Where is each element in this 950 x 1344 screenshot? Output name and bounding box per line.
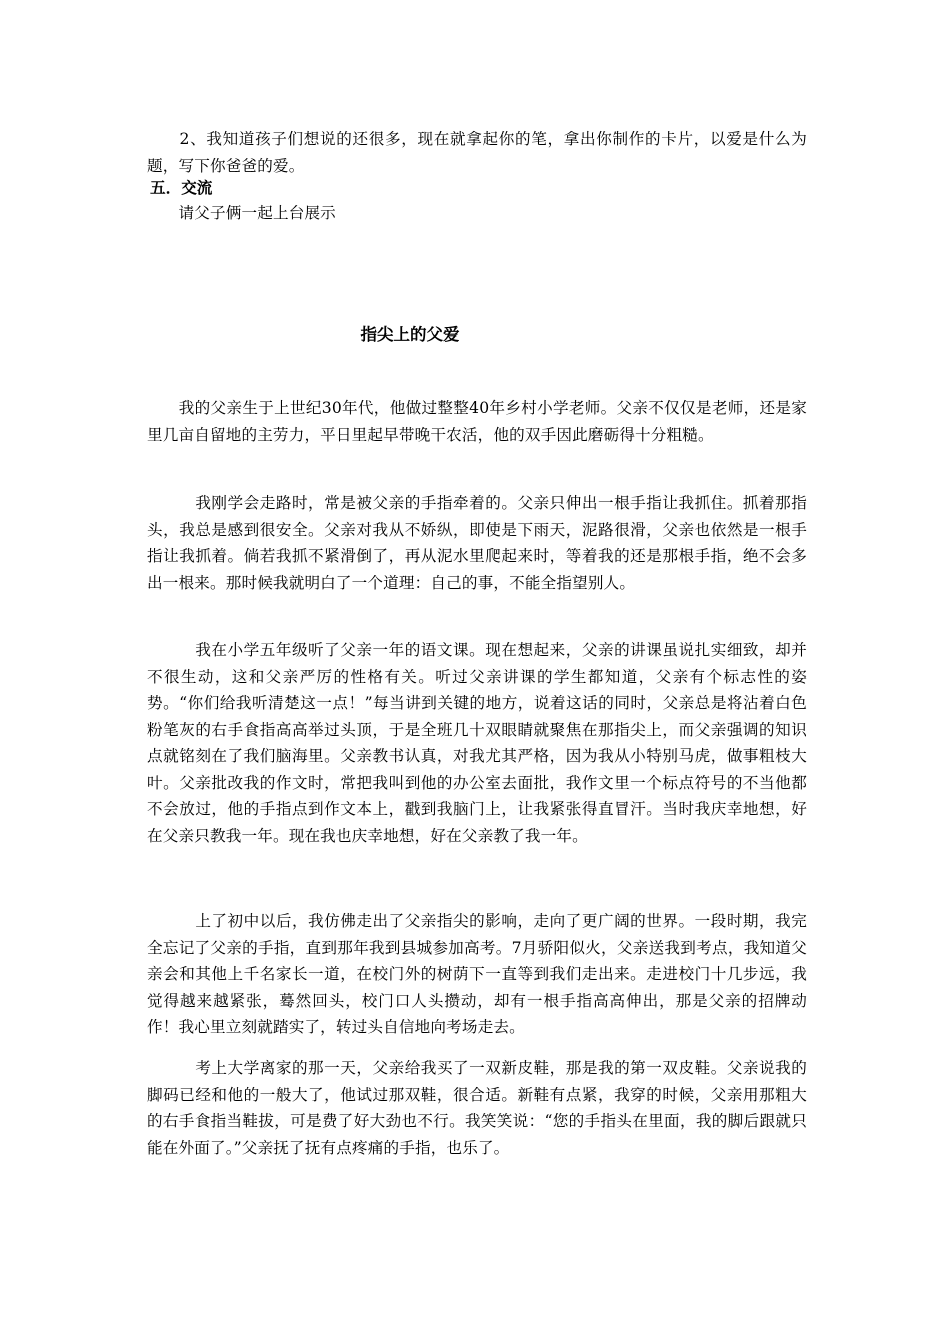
section-heading-exchange: 五．交流: [150, 179, 213, 197]
article-title: 指尖上的父爱: [360, 325, 460, 344]
article-paragraph: 上了初中以后，我仿佛走出了父亲指尖的影响，走向了更广阔的世界。一段时期，我完全忘记了父亲的手指，直到那年我到县城参加高考。7月骄阳似火，父亲送我到考点，我知道父亲会和其他上千名家长一道，在校门外的树荫下一直等到我们走出来。走进校门十几步远，我觉得越来越紧张，蓦然回头，校门口人头攒动，却有一根手指高高伸出，那是父亲的招牌动作！我心里立刻就踏实了，转过头自信地向考场走去。: [147, 912, 807, 1036]
article-paragraph: 我的父亲生于上世纪30年代，他做过整整40年乡村小学老师。父亲不仅仅是老师，还是家里几亩自留地的主劳力，平日里起早带晚干农活，他的双手因此磨砺得十分粗糙。: [147, 399, 807, 444]
article-paragraph: 我刚学会走路时，常是被父亲的手指牵着的。父亲只伸出一根手指让我抓住。抓着那指头，我总是感到很安全。父亲对我从不娇纵，即使是下雨天，泥路很滑，父亲也依然是一根手指让我抓着。倘若我抓不紧滑倒了，再从泥水里爬起来时，等着我的还是那根手指，绝不会多出一根来。那时候我就明白了一个道理：自己的事，不能全指望别人。: [147, 494, 807, 592]
intro-paragraph-1: 2、我知道孩子们想说的还很多，现在就拿起你的笔，拿出你制作的卡片，以爱是什么为题，写下你爸爸的爱。: [147, 130, 807, 175]
article-paragraph: 考上大学离家的那一天，父亲给我买了一双新皮鞋，那是我的第一双皮鞋。父亲说我的脚码已经和他的一般大了，他试过那双鞋，很合适。新鞋有点紧，我穿的时候，父亲用那粗大的右手食指当鞋拔，可是费了好大劲也不行。我笑笑说：“您的手指头在里面，我的脚后跟就只能在外面了。”父亲抚了抚有点疼痛的手指，也乐了。: [147, 1059, 807, 1157]
article-paragraph: 我在小学五年级听了父亲一年的语文课。现在想起来，父亲的讲课虽说扎实细致，却并不很生动，这和父亲严厉的性格有关。听过父亲讲课的学生都知道，父亲有个标志性的姿势。“你们给我听清楚这一点！”每当讲到关键的地方，说着这话的同时，父亲总是将沾着白色粉笔灰的右手食指高高举过头顶，于是全班几十双眼睛就聚焦在那指尖上，而父亲强调的知识点就铭刻在了我们脑海里。父亲教书认真，对我尤其严格，因为我从小特别马虎，做事粗枝大叶。父亲批改我的作文时，常把我叫到他的办公室去面批，我作文里一个标点符号的不当他都不会放过，他的手指点到作文本上，戳到我脑门上，让我紧张得直冒汗。当时我庆幸地想，好在父亲只教我一年。现在我也庆幸地想，好在父亲教了我一年。: [147, 641, 807, 845]
intro-paragraph-2: 请父子俩一起上台展示: [147, 204, 336, 222]
